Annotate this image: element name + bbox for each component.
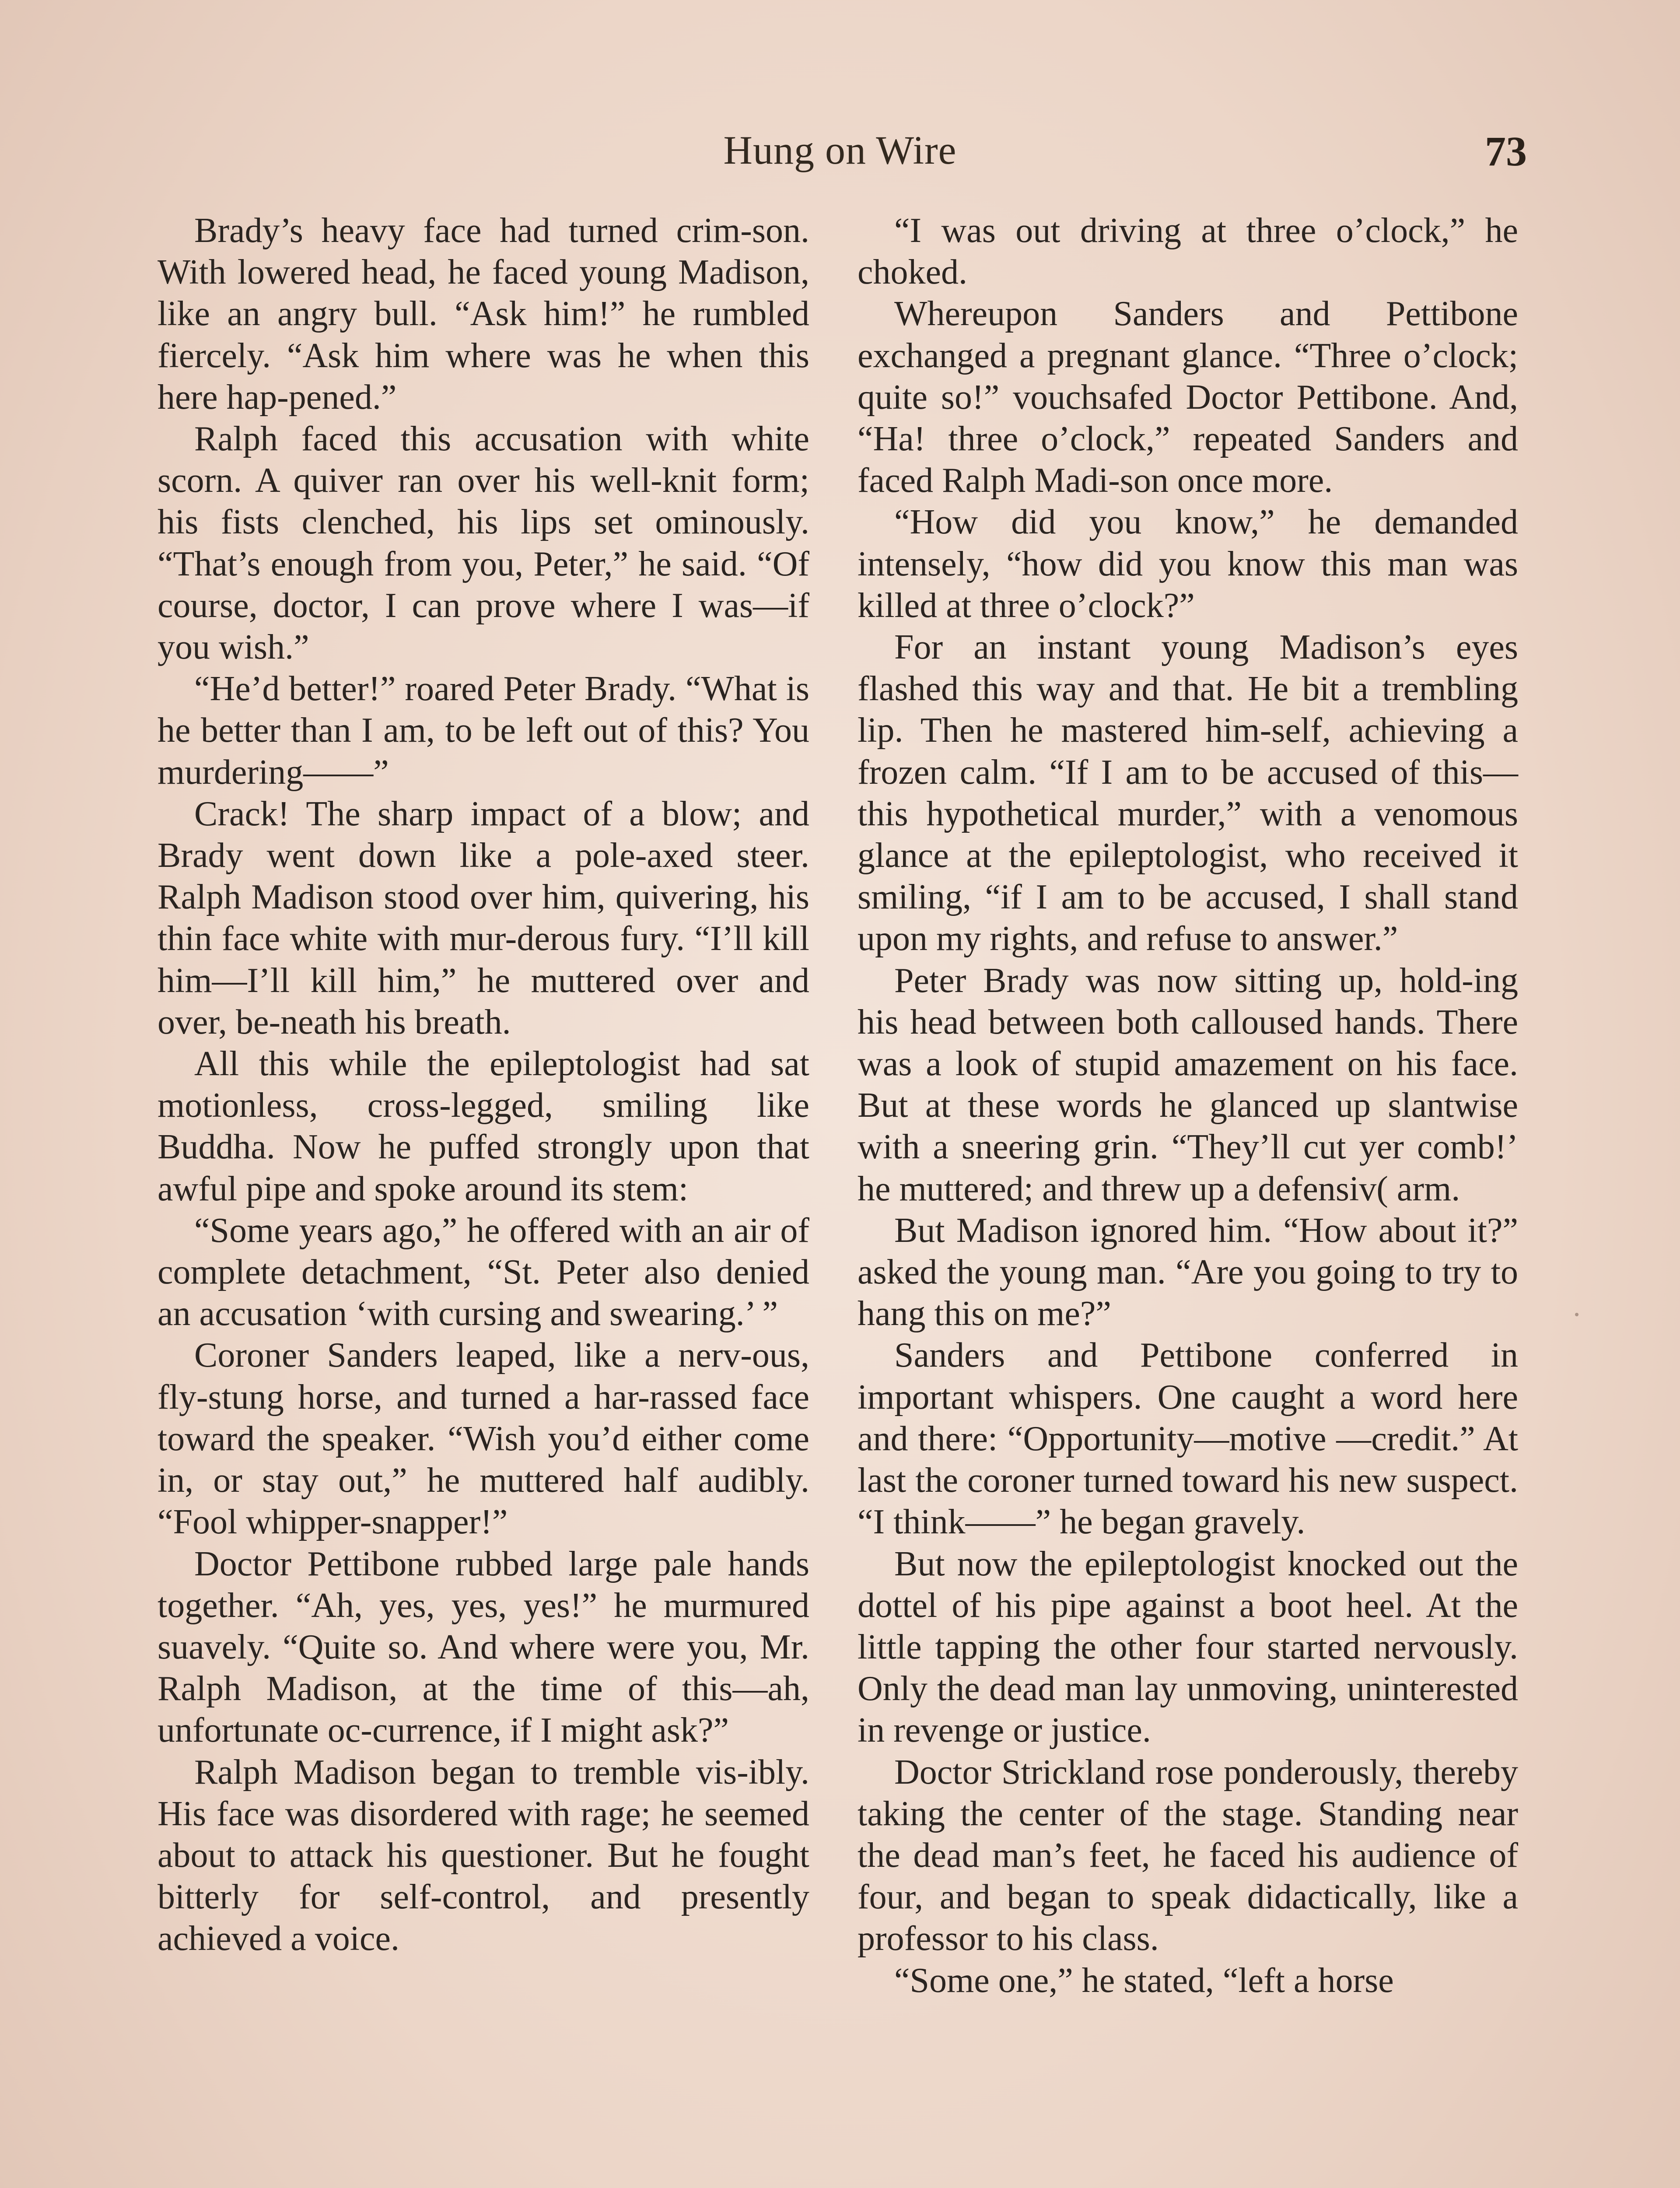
paragraph: For an instant young Madison’s eyes flashed this way and that. He bit a trembling lip. Then he mastered him-self, achieving a frozen calm. “If I am to be accused of this—this hypothetical murder,” with a venomous glance at the epileptologist, who received it smiling, “if I am to be accused, I shall stand upon my rights, and refuse to answer.” — [858, 628, 1518, 958]
paper-speck — [1575, 1313, 1578, 1316]
paragraph: But now the epileptologist knocked out the dottel of his pipe against a boot heel. At the little tapping the other four started nervously. Only the dead man lay unmoving, uninterested in revenge or justice. — [858, 1544, 1518, 1750]
paragraph: Whereupon Sanders and Pettibone exchanged a pregnant glance. “Three o’clock; quite so!” vouchsafed Doctor Pettibone. And, “Ha! three o’clock,” repeated Sanders and faced Ralph Madi-son once more. — [858, 295, 1518, 500]
paragraph: But Madison ignored him. “How about it?” asked the young man. “Are you going to try to hang this on me?” — [858, 1211, 1518, 1333]
paragraph: Brady’s heavy face had turned crim-son. With lowered head, he faced young Madison, like an angry bull. “Ask him!” he rumbled fiercely. “Ask him where was he when this here hap-pened.” — [158, 211, 809, 417]
left-text-column — [158, 210, 809, 1960]
paragraph: Peter Brady was now sitting up, hold-ing his head between both calloused hands. There was a look of stupid amazement on his face. But at these words he glanced up slantwise with a sneering grin. “They’ll cut yer comb!’ he muttered; and threw up a defensiv( arm. — [858, 961, 1518, 1208]
paragraph: Doctor Pettibone rubbed large pale hands together. “Ah, yes, yes, yes!” he murmured suavely. “Quite so. And where were you, Mr. Ralph Madison, at the time of this—ah, unfortunate oc-currence, if I might ask?” — [158, 1544, 809, 1750]
page-number: 73 — [1485, 128, 1527, 175]
paragraph: “How did you know,” he demanded intensely, “how did you know this man was killed at three o’clock?” — [858, 503, 1518, 625]
paragraph: All this while the epileptologist had sat motionless, cross-legged, smiling like Buddha. Now he puffed strongly upon that awful pipe and spoke around its stem: — [158, 1045, 809, 1208]
paragraph: “Some years ago,” he offered with an air of complete detachment, “St. Peter also denied an accusation ‘with cursing and swearing.’ ” — [158, 1211, 809, 1333]
paragraph: Coroner Sanders leaped, like a nerv-ous, fly-stung horse, and turned a har-rassed face toward the speaker. “Wish you’d either come in, or stay out,” he muttered half audibly. “Fool whipper-snapper!” — [158, 1336, 809, 1542]
paragraph: Doctor Strickland rose ponderously, thereby taking the center of the stage. Standing near the dead man’s feet, he faced his audience of four, and began to speak didactically, like a professor to his class. — [858, 1753, 1518, 1958]
running-title: Hung on Wire — [723, 128, 957, 172]
paragraph: Ralph faced this accusation with white scorn. A quiver ran over his well-knit form; his fists clenched, his lips set ominously. “That’s enough from you, Peter,” he said. “Of course, doctor, I can prove where I was—if you wish.” — [158, 420, 809, 667]
paragraph: “Some one,” he stated, “left a horse — [894, 1961, 1394, 2000]
right-text-column — [858, 210, 1518, 2002]
paragraph: “He’d better!” roared Peter Brady. “What is he better than I am, to be left out of this? You murdering——” — [158, 670, 809, 792]
paragraph: “I was out driving at three o’clock,” he choked. — [858, 211, 1518, 292]
paragraph: Crack! The sharp impact of a blow; and Brady went down like a pole-axed steer. Ralph Madison stood over him, quivering, his thin face white with mur-derous fury. “I’ll kill him—I’ll kill him,” he muttered over and over, be-neath his breath. — [158, 794, 809, 1041]
paragraph: Ralph Madison began to tremble vis-ibly. His face was disordered with rage; he seemed about to attack his questioner. But he fought bitterly for self-control, and presently achieved a voice. — [158, 1753, 809, 1958]
paragraph: Sanders and Pettibone conferred in important whispers. One caught a word here and there: “Opportunity—motive —credit.” At last the coroner turned toward his new suspect. “I think——” he began gravely. — [858, 1336, 1518, 1542]
